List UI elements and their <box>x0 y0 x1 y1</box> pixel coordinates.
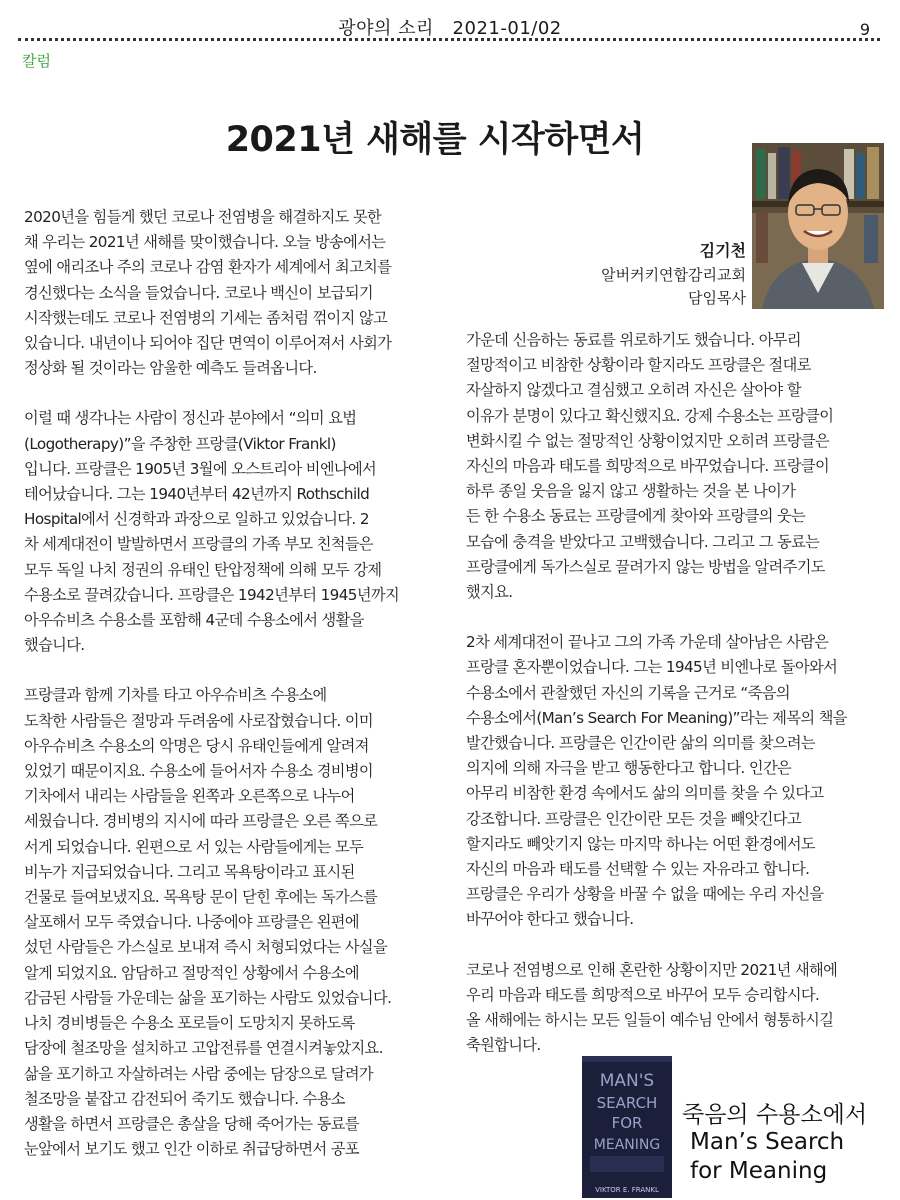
text-line: 모습에 충격을 받았다고 고백했습니다. 그리고 그 동료는 <box>466 532 820 551</box>
text-line: 감금된 사람들 가운데는 삶을 포기하는 사람도 있었습니다. <box>24 988 392 1007</box>
text-line: 수용소에서(Man’s Search For Meaning)”라는 제목의 책을 <box>466 708 847 727</box>
dotted-divider <box>18 38 880 41</box>
text-line: 알게 되었지요. 암담하고 절망적인 상황에서 수용소에 <box>24 963 359 982</box>
text-line: 자신의 마음과 태도를 희망적으로 바꾸었습니다. 프랑클이 <box>466 457 830 476</box>
text-line: 철조망을 붙잡고 감전되어 죽기도 했습니다. 수용소 <box>24 1089 345 1108</box>
page-header <box>0 14 900 40</box>
text-line: 2020년을 힘들게 했던 코로나 전염병을 해결하지도 못한 <box>24 208 382 226</box>
book-title-line-3: FOR <box>611 1114 643 1132</box>
text-line: Hospital에서 신경학과 과장으로 일하고 있었습니다. 2 <box>24 510 369 529</box>
text-line: 2차 세계대전이 끝나고 그의 가족 가운데 살아남은 사람은 <box>466 633 829 652</box>
text-line: 든 한 수용소 동료는 프랑클에게 찾아와 프랑클의 웃는 <box>466 507 806 526</box>
page-number: 9 <box>859 20 870 39</box>
section-label: 칼럼 <box>22 52 51 70</box>
text-line: 모두 독일 나치 정권의 유태인 탄압정책에 의해 모두 강제 <box>24 560 382 579</box>
text-line: 생활을 하면서 프랑클은 총살을 당해 죽어가는 동료를 <box>24 1114 359 1133</box>
text-line: 할지라도 빼앗기지 않는 마지막 하나는 어떤 환경에서도 <box>466 834 816 853</box>
text-line: 이유가 분명이 있다고 확신했지요. 강제 수용소는 프랑클이 <box>466 406 834 425</box>
text-line: 비누가 지급되었습니다. 그리고 목욕탕이라고 표시된 <box>24 862 355 881</box>
text-line: 아무리 비참한 환경 속에서도 삶의 의미를 찾을 수 있다고 <box>466 784 824 803</box>
book-title-line-1: MAN'S <box>599 1071 655 1091</box>
text-line: 프랑클과 함께 기차를 타고 아우슈비츠 수용소에 <box>24 686 327 705</box>
text-line: 코로나 전염병으로 인해 혼란한 상황이지만 2021년 새해에 <box>466 960 838 979</box>
text-line: 프랑클에게 독가스실로 끌려가지 않는 방법을 알려주기도 <box>466 557 825 576</box>
text-line: 올 새해에는 하시는 모든 일들이 예수님 안에서 형통하시길 <box>466 1011 834 1030</box>
book-caption-english-2: for Meaning <box>690 1158 828 1184</box>
text-line: 세웠습니다. 경비병의 지시에 따라 프랑클은 오른 쪽으로 <box>24 812 378 831</box>
book-caption-korean: 죽음의 수용소에서 <box>682 1102 868 1128</box>
text-line: 경신했다는 소식을 들었습니다. 코로나 백신이 보급되기 <box>24 283 374 302</box>
author-organization: 알버커키연합감리교회 <box>601 266 746 284</box>
text-line: 채 우리는 2021년 새해를 맞이했습니다. 오늘 방송에서는 <box>24 233 386 252</box>
book-title-line-2: SEARCH <box>596 1094 658 1112</box>
paragraph-gap <box>24 658 454 683</box>
text-line: 프랑클 혼자뿐이었습니다. 그는 1945년 비엔나로 돌아와서 <box>466 658 838 677</box>
book-caption-english-1: Man’s Search <box>690 1129 845 1155</box>
left-text-column <box>24 205 454 1162</box>
author-photo <box>752 143 884 309</box>
text-line: 입니다. 프랑클은 1905년 3월에 오스트리아 비엔나에서 <box>24 459 377 478</box>
text-line: 나치 경비병들은 수용소 포로들이 도망치지 못하도록 <box>24 1014 355 1033</box>
text-line: 강조합니다. 프랑클은 인간이란 모든 것을 빼앗긴다고 <box>466 809 801 828</box>
text-line: 아우슈비츠 수용소를 포함해 4군데 수용소에서 생활을 <box>24 611 364 630</box>
text-line: 자신의 마음과 태도를 선택할 수 있는 자유라고 합니다. <box>466 860 810 879</box>
text-line: 시작했는데도 코로나 전염병의 기세는 좀처럼 꺾이지 않고 <box>24 308 388 327</box>
text-line: 했습니다. <box>24 636 85 655</box>
text-line: 눈앞에서 보기도 했고 인간 이하로 취급당하면서 공포 <box>24 1140 359 1159</box>
text-line: 정상화 될 것이라는 암울한 예측도 들려옵니다. <box>24 359 317 378</box>
text-line: (Logotherapy)”을 주창한 프랑클(Viktor Frankl) <box>24 434 336 453</box>
text-line: 이럴 때 생각나는 사람이 정신과 분야에서 “의미 요법 <box>24 409 357 428</box>
text-line: 있습니다. 내년이나 되어야 집단 면역이 이루어져서 사회가 <box>24 334 392 353</box>
text-line: 담장에 철조망을 설치하고 고압전류를 연결시켜놓았지요. <box>24 1039 383 1058</box>
text-line: 테어났습니다. 그는 1940년부터 42년까지 Rothschild <box>24 485 370 504</box>
text-line: 도착한 사람들은 절망과 두려움에 사로잡혔습니다. 이미 <box>24 711 374 730</box>
text-line: 발간했습니다. 프랑클은 인간이란 삶의 의미를 찾으려는 <box>466 734 816 753</box>
text-line: 차 세계대전이 발발하면서 프랑클의 가족 부모 친척들은 <box>24 535 374 554</box>
book-author: VIKTOR E. FRANKL <box>595 1186 659 1194</box>
text-line: 의지에 의해 자극을 받고 행동한다고 합니다. 인간은 <box>466 759 792 778</box>
text-line: 삶을 포기하고 자살하려는 사람 중에는 담장으로 달려가 <box>24 1064 374 1083</box>
article-headline: 2021년 새해를 시작하면서 <box>225 120 645 160</box>
text-line: 우리 마음과 태도를 희망적으로 바꾸어 모두 승리합시다. <box>466 985 820 1004</box>
text-line: 수용소에서 관찰했던 자신의 기록을 근거로 “죽음의 <box>466 683 790 702</box>
text-line: 옆에 애리조나 주의 코로나 감염 환자가 세계에서 최고치를 <box>24 258 392 277</box>
text-line: 수용소로 끌려갔습니다. 프랑클은 1942년부터 1945년까지 <box>24 585 400 604</box>
book-title-line-4: MEANING <box>593 1137 661 1153</box>
text-line: 바꾸어야 한다고 했습니다. <box>466 910 634 929</box>
text-line: 아우슈비츠 수용소의 악명은 당시 유태인들에게 알려져 <box>24 736 369 755</box>
paragraph-gap <box>24 381 454 406</box>
text-line: 했지요. <box>466 583 513 602</box>
text-line: 프랑클은 우리가 상황을 바꿀 수 없을 때에는 우리 자신을 <box>466 885 824 904</box>
book-cover-image <box>582 1056 672 1198</box>
author-role: 담임목사 <box>688 289 746 307</box>
text-line: 있었기 때문이지요. 수용소에 들어서자 수용소 경비병이 <box>24 762 374 781</box>
text-line: 섰던 사람들은 가스실로 보내져 즉시 처형되었다는 사실을 <box>24 938 388 957</box>
text-line: 축원합니다. <box>466 1036 541 1055</box>
text-line: 변화시킬 수 없는 절망적인 상황이었지만 오히려 프랑클은 <box>466 431 830 450</box>
right-text-column <box>466 328 894 1058</box>
text-line: 가운데 신음하는 동료를 위로하기도 했습니다. 아무리 <box>466 331 801 349</box>
text-line: 건물로 들여보냈지요. 목욕탕 문이 닫힌 후에는 독가스를 <box>24 888 378 907</box>
text-line: 살포해서 모두 죽였습니다. 나중에야 프랑클은 왼편에 <box>24 913 359 932</box>
text-line: 절망적이고 비참한 상황이라 할지라도 프랑클은 절대로 <box>466 356 811 375</box>
author-name: 김기천 <box>699 241 746 260</box>
text-line: 자살하지 않겠다고 결심했고 오히려 자신은 살아야 할 <box>466 381 801 400</box>
paragraph-gap <box>466 933 894 958</box>
newsletter-title: 광야의 소리 2021-01/02 <box>338 18 562 39</box>
text-line: 기차에서 내리는 사람들을 왼쪽과 오른쪽으로 나누어 <box>24 787 355 806</box>
text-line: 서게 되었습니다. 왼편으로 서 있는 사람들에게는 모두 <box>24 837 364 856</box>
text-line: 하루 종일 웃음을 잃지 않고 생활하는 것을 본 나이가 <box>466 482 796 501</box>
paragraph-gap <box>466 605 894 630</box>
